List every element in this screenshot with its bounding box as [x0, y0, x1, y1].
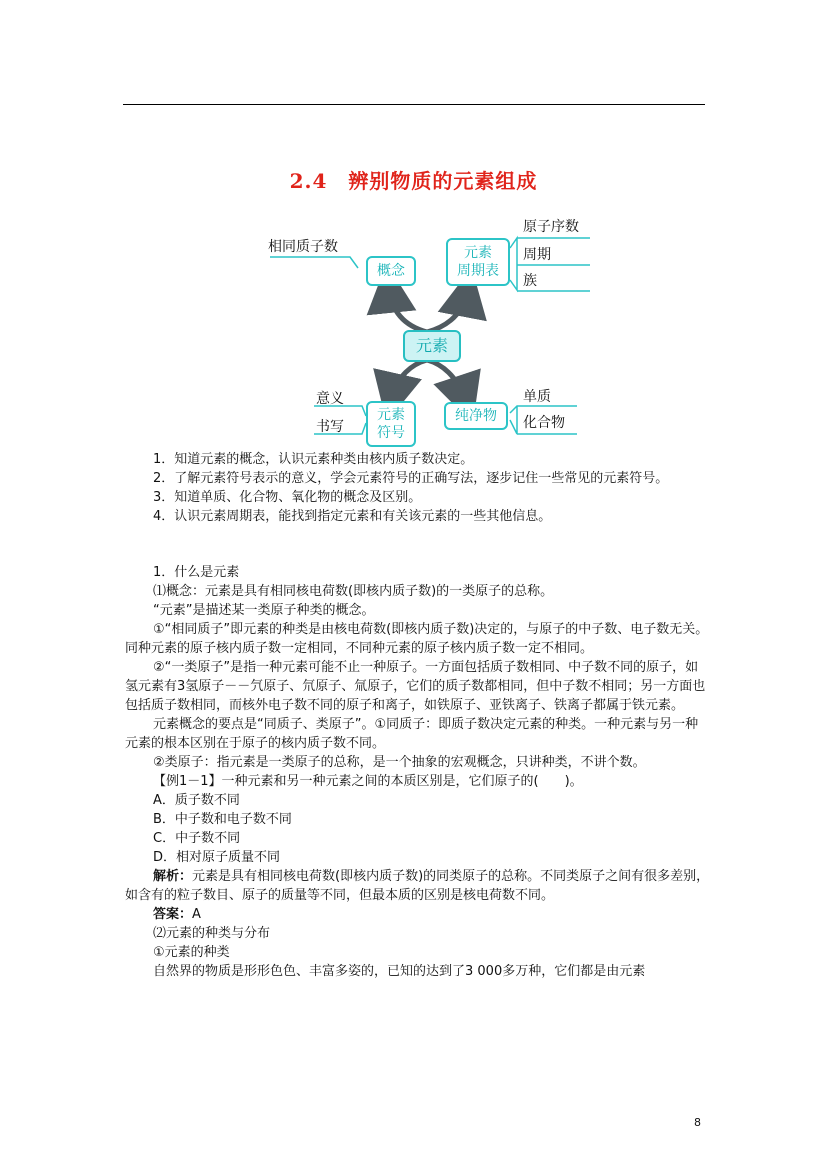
label-writing: 书写 — [316, 419, 344, 435]
label-element-substance: 单质 — [523, 389, 551, 405]
option-a: A．质子数不同 — [153, 793, 240, 808]
page-number: 8 — [694, 1116, 701, 1129]
key-points: 元素概念的要点是“同质子、类原子”。①同质子：即质子数决定元素的种类。一种元素与另一种元素的根本区别在于原子的核内质子数不同。 — [125, 717, 699, 751]
section-heading: 1．什么是元素 — [153, 565, 240, 580]
connector-line — [270, 257, 358, 268]
subsection-heading: ⑵元素的种类与分布 — [153, 926, 271, 941]
label-compound: 化合物 — [523, 415, 565, 431]
curve-arrow-down-left — [392, 360, 427, 398]
box-periodic-table — [446, 238, 510, 286]
body-paragraph: 自然界的物质是形形色色、丰富多姿的，已知的达到了3 000多万种，它们都是由元素 — [153, 964, 646, 979]
objective-item: 4．认识元素周期表，能找到指定元素和有关该元素的一些其他信息。 — [153, 509, 552, 524]
page-title: 2.4 辨别物质的元素组成 — [289, 169, 538, 193]
box-periodic-table-line2: 周期表 — [457, 263, 499, 279]
concept-note: “元素”是描述某一类原子种类的概念。 — [153, 603, 375, 618]
objective-item: 1．知道元素的概念，认识元素种类由核内质子数决定。 — [153, 452, 474, 467]
option-c: C．中子数不同 — [153, 831, 241, 846]
point-same-protons: ①“相同质子”即元素的种类是由核电荷数(即核内质子数)决定的，与原子的中子数、电子数无关。同种元素的原子核内质子数一定相同，不同种元素的原子核内质子数一定不相同。 — [125, 622, 709, 656]
label-period: 周期 — [523, 247, 551, 263]
box-element-center: 元素 — [403, 330, 461, 362]
curve-arrow-up-right — [427, 292, 467, 332]
label-group: 族 — [523, 273, 537, 289]
example-question: 【例1－1】一种元素和另一种元素之间的本质区别是，它们原子的( )。 — [153, 774, 583, 789]
answer — [125, 905, 710, 924]
objective-item: 2．了解元素符号表示的意义，学会元素符号的正确写法，逐步记住一些常见的元素符号。 — [153, 471, 669, 486]
label-atomic-number: 原子序数 — [523, 219, 579, 235]
box-concept: 概念 — [366, 256, 416, 286]
main-content — [125, 563, 710, 981]
answer-label: 答案： — [153, 907, 193, 922]
concept-diagram — [262, 208, 592, 444]
class-atom-note: ②类原子：指元素是一类原子的总称，是一个抽象的宏观概念，只讲种类，不讲个数。 — [153, 755, 646, 770]
analysis — [125, 867, 710, 905]
analysis-text: 元素是具有相同核电荷数(即核内质子数)的同类原子的总称。不同类原子之间有很多差别，如含有的粒子数目、原子的质量等不同，但最本质的区别是核电荷数不同。 — [125, 869, 710, 903]
point-class-atoms: ②“一类原子”是指一种元素可能不止一种原子。一方面包括质子数相同、中子数不同的原子，如氢元素有3氢原子－－氕原子、氘原子、氚原子，它们的质子数都相同，但中子数不相同；另一方面也包括质子数相同，而核外电子数不同的原子和离子，如铁原子、亚铁离子、铁离子都属于铁元素。 — [125, 660, 706, 713]
subsection-item: ①元素的种类 — [153, 945, 230, 960]
curve-arrow-down-right — [427, 360, 465, 400]
analysis-label: 解析： — [153, 869, 193, 884]
option-d: D．相对原子质量不同 — [153, 850, 281, 865]
box-element-symbol-line2: 符号 — [377, 425, 405, 441]
label-meaning: 意义 — [316, 391, 344, 407]
label-same-protons: 相同质子数 — [268, 239, 338, 255]
curve-arrow-up-left — [389, 288, 427, 332]
answer-text: A — [192, 907, 201, 922]
box-element-symbol — [366, 401, 416, 447]
connector-line — [510, 238, 517, 290]
box-periodic-table-line1: 元素 — [464, 245, 492, 261]
concept-definition: ⑴概念：元素是具有相同核电荷数(即核内质子数)的一类原子的总称。 — [153, 584, 554, 599]
option-b: B．中子数和电子数不同 — [153, 812, 292, 827]
header-rule — [123, 104, 705, 105]
box-element-symbol-line1: 元素 — [377, 407, 405, 423]
objectives — [125, 450, 710, 526]
box-pure-substance: 纯净物 — [444, 402, 508, 430]
objective-item: 3．知道单质、化合物、氧化物的概念及区别。 — [153, 490, 422, 505]
